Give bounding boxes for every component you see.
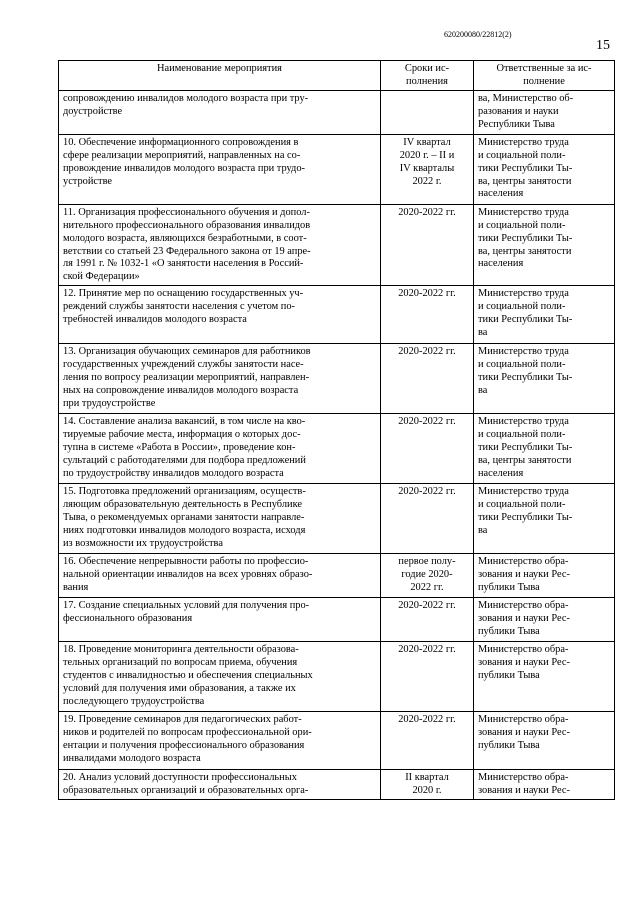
cell-responsible: Министерство труда и социальной поли- тики Республики Ты- ва, центры занятости населения bbox=[474, 414, 615, 484]
document-number: 620200080/22812(2) bbox=[444, 30, 512, 39]
table-row bbox=[59, 712, 615, 770]
cell-activity-name: 11. Организация профессионального обучения и допол- нительного профессионального образования инвалидов молодого возраста, являющихся безработными, в соот- ветствии со статьей 23 Федерального закона от 19 апре- ля 1991 г. № 1032-1 «О занятости населения в Россий- ской Федерации» bbox=[59, 204, 381, 285]
cell-responsible: Министерство обра- зования и науки Рес- публики Тыва bbox=[474, 642, 615, 712]
cell-responsible: Министерство труда и социальной поли- тики Республики Ты- ва bbox=[474, 344, 615, 414]
cell-activity-name: 13. Организация обучающих семинаров для работников государственных учреждений службы занятости насе- ления по вопросу реализации мероприятий, направлен- ных на сопровождение инвалидов молодого возраста при трудоустройстве bbox=[59, 344, 381, 414]
cell-responsible: Министерство обра- зования и науки Рес- публики Тыва bbox=[474, 598, 615, 642]
table-row bbox=[59, 414, 615, 484]
table-row bbox=[59, 204, 615, 285]
cell-responsible: Министерство труда и социальной поли- тики Республики Ты- ва, центры занятости населения bbox=[474, 204, 615, 285]
cell-term: 2020-2022 гг. bbox=[381, 204, 474, 285]
table-header-row bbox=[59, 61, 615, 91]
cell-term: 2020-2022 гг. bbox=[381, 598, 474, 642]
cell-term bbox=[381, 90, 474, 134]
table-row bbox=[59, 344, 615, 414]
cell-activity-name: сопровождению инвалидов молодого возраста при тру- доустройстве bbox=[59, 90, 381, 134]
column-header-term: Сроки ис- полнения bbox=[381, 61, 474, 91]
cell-responsible: Министерство обра- зования и науки Рес- bbox=[474, 770, 615, 800]
cell-activity-name: 10. Обеспечение информационного сопровождения в сфере реализации мероприятий, направленных на со- провождение инвалидов молодого возраста при трудо- устройстве bbox=[59, 134, 381, 204]
cell-activity-name: 15. Подготовка предложений организациям, осуществ- ляющим образовательную деятельность в Республике Тыва, о рекомендуемых органами занятости направле- ниях подготовки инвалидов молодого возраста, исходя из возможности их трудоустройства bbox=[59, 484, 381, 554]
cell-term: 2020-2022 гг. bbox=[381, 286, 474, 344]
cell-term: 2020-2022 гг. bbox=[381, 414, 474, 484]
cell-responsible: Министерство труда и социальной поли- тики Республики Ты- ва, центры занятости населения bbox=[474, 134, 615, 204]
table-row bbox=[59, 598, 615, 642]
column-header-responsible: Ответственные за ис- полнение bbox=[474, 61, 615, 91]
cell-term: 2020-2022 гг. bbox=[381, 642, 474, 712]
cell-term: II квартал 2020 г. bbox=[381, 770, 474, 800]
table-row bbox=[59, 134, 615, 204]
table-row bbox=[59, 286, 615, 344]
table-row bbox=[59, 484, 615, 554]
cell-activity-name: 17. Создание специальных условий для получения про- фессионального образования bbox=[59, 598, 381, 642]
cell-responsible: Министерство труда и социальной поли- тики Республики Ты- ва bbox=[474, 484, 615, 554]
cell-term: IV квартал 2020 г. – II и IV кварталы 2022 г. bbox=[381, 134, 474, 204]
column-header-name: Наименование мероприятия bbox=[59, 61, 381, 91]
cell-activity-name: 19. Проведение семинаров для педагогических работ- ников и родителей по вопросам профессиональной ори- ентации и получения профессионального образования инвалидами молодого возраста bbox=[59, 712, 381, 770]
table-row bbox=[59, 90, 615, 134]
table-row bbox=[59, 554, 615, 598]
cell-responsible: Министерство труда и социальной поли- тики Республики Ты- ва bbox=[474, 286, 615, 344]
activities-table bbox=[58, 60, 615, 800]
cell-term: первое полу- годие 2020- 2022 гг. bbox=[381, 554, 474, 598]
cell-responsible: ва, Министерство об- разования и науки Республики Тыва bbox=[474, 90, 615, 134]
cell-term: 2020-2022 гг. bbox=[381, 484, 474, 554]
page-number: 15 bbox=[596, 38, 610, 53]
cell-responsible: Министерство обра- зования и науки Рес- публики Тыва bbox=[474, 712, 615, 770]
table-row bbox=[59, 642, 615, 712]
cell-responsible: Министерство обра- зования и науки Рес- публики Тыва bbox=[474, 554, 615, 598]
cell-activity-name: 16. Обеспечение непрерывности работы по профессио- нальной ориентации инвалидов на всех уровнях образо- вания bbox=[59, 554, 381, 598]
cell-activity-name: 12. Принятие мер по оснащению государственных уч- реждений службы занятости населения с учетом по- требностей инвалидов молодого возраста bbox=[59, 286, 381, 344]
cell-term: 2020-2022 гг. bbox=[381, 344, 474, 414]
cell-term: 2020-2022 гг. bbox=[381, 712, 474, 770]
cell-activity-name: 14. Составление анализа вакансий, в том числе на кво- тируемые рабочие места, информация о которых дос- тупна в системе «Работа в России», проведение кон- сультаций с работодателями для подбора предложений по трудоустройству инвалидов молодого возраста bbox=[59, 414, 381, 484]
table-row bbox=[59, 770, 615, 800]
cell-activity-name: 18. Проведение мониторинга деятельности образова- тельных организаций по вопросам приема, обучения студентов с инвалидностью и обеспечения специальных условий для получения ими образования, а также их последующего трудоустройства bbox=[59, 642, 381, 712]
cell-activity-name: 20. Анализ условий доступности профессиональных образовательных организаций и образовательных орга- bbox=[59, 770, 381, 800]
